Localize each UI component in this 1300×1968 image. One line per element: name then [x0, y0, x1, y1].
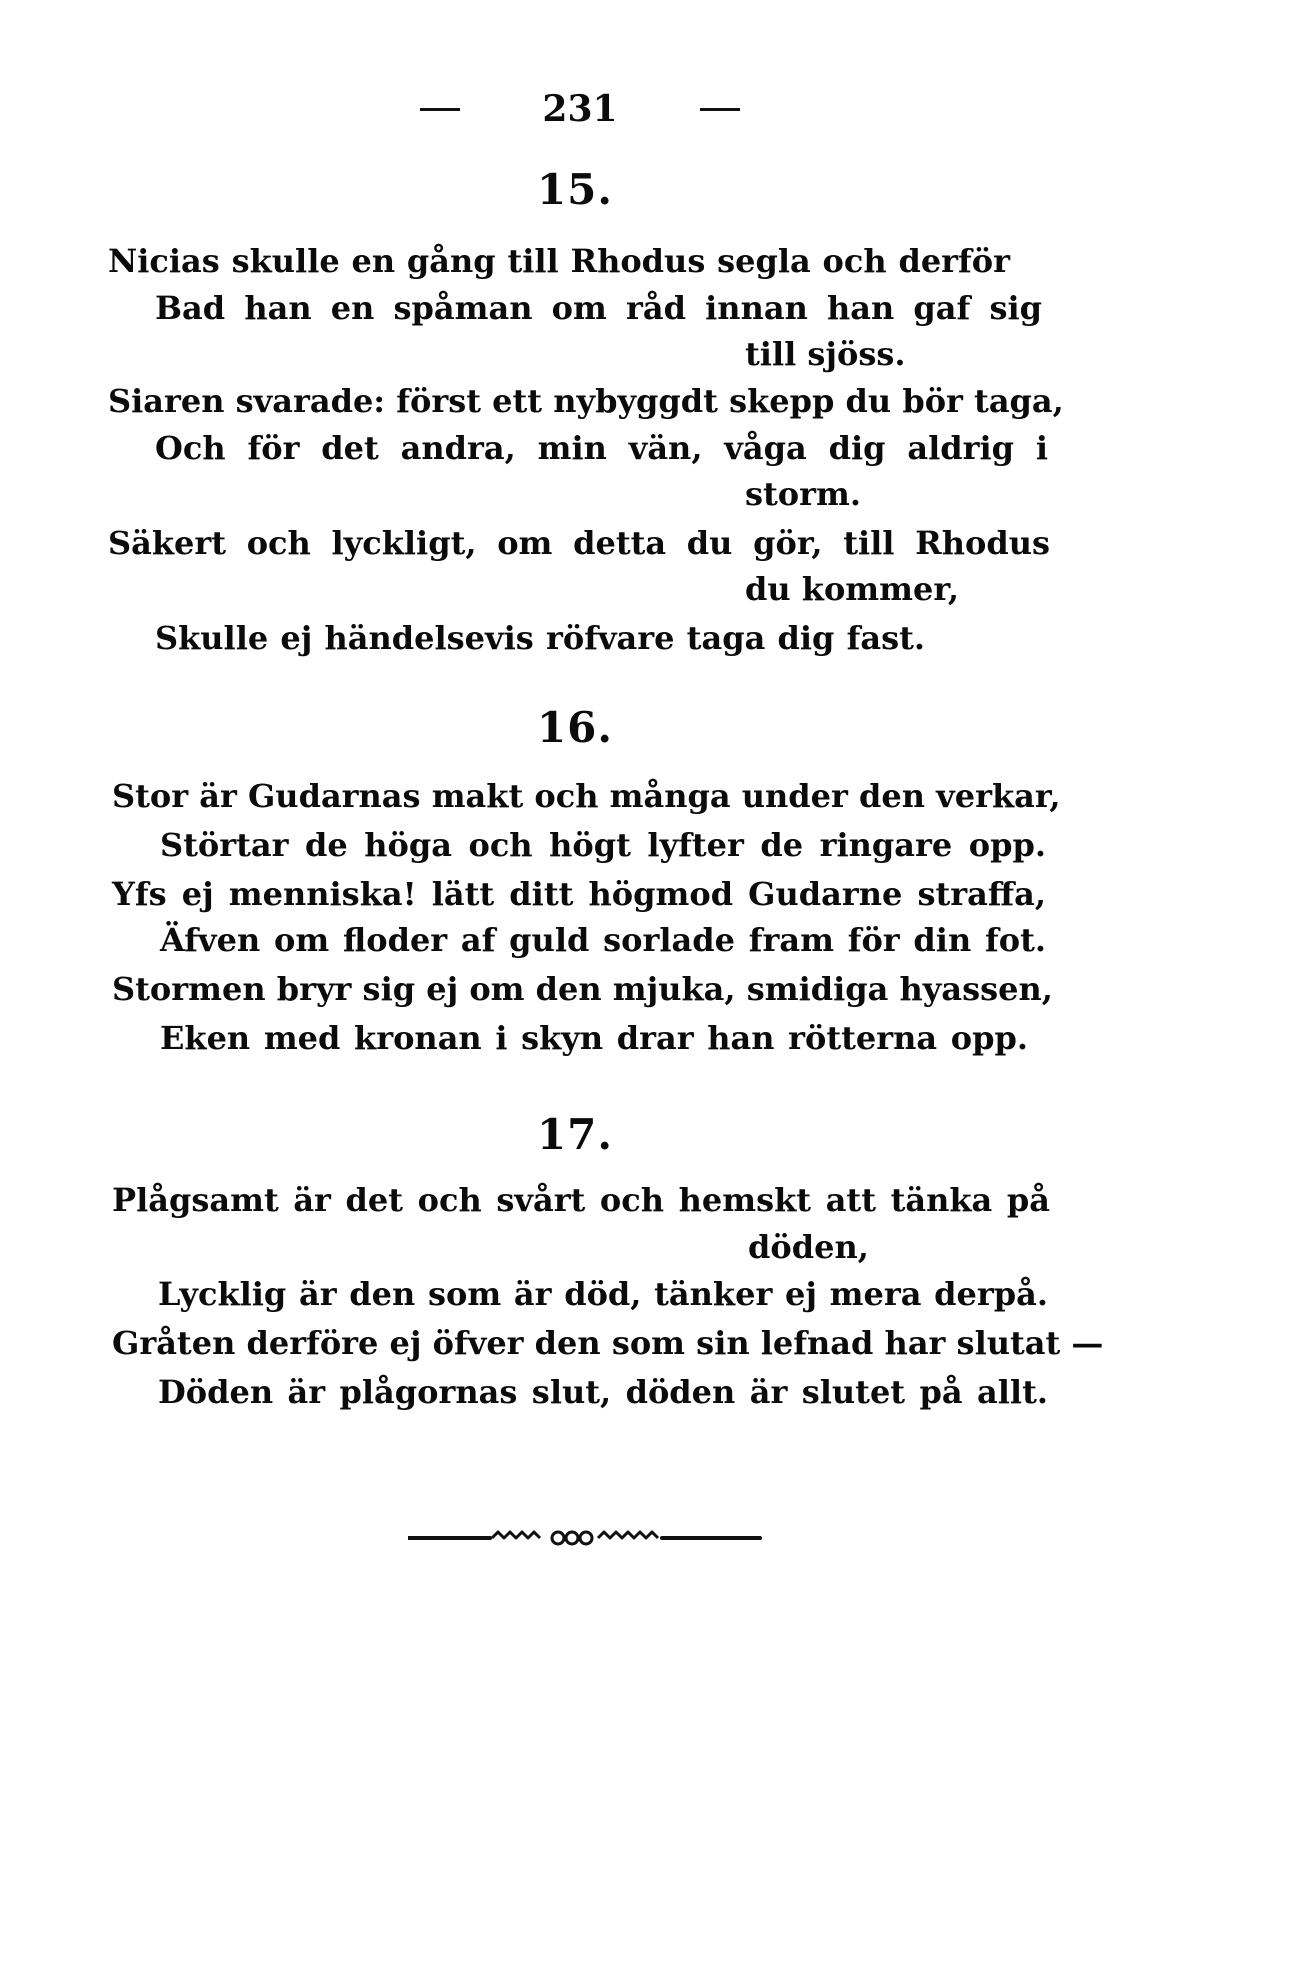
header-right-dash: [700, 108, 740, 111]
poem-line: till sjöss.: [745, 335, 906, 373]
poem-line: du kommer,: [745, 570, 960, 608]
header-left-dash: [420, 108, 460, 111]
section-number-15: 15.: [536, 165, 614, 214]
poem-line: Nicias skulle en gång till Rhodus segla och derför: [108, 242, 1010, 280]
poem-line: Äfven om floder af guld sorlade fram för din fot.: [160, 921, 1046, 959]
section-number-16: 16.: [536, 703, 614, 752]
poem-line: Säkert och lyckligt, om detta du gör, till Rhodus: [108, 524, 1050, 562]
poem-line: storm.: [745, 475, 861, 513]
poem-line: Plågsamt är det och svårt och hemskt att tänka på: [112, 1181, 1050, 1219]
poem-line: Siaren svarade: först ett nybyggdt skepp du bör taga,: [108, 382, 1064, 420]
poem-line: Gråten derföre ej öfver den som sin lefnad har slutat —: [112, 1324, 1104, 1362]
poem-line: döden,: [748, 1228, 869, 1266]
poem-line: Och för det andra, min vän, våga dig aldrig i: [155, 429, 1048, 467]
poem-line: Störtar de höga och högt lyfter de ringare opp.: [160, 826, 1046, 864]
page-header: [420, 88, 740, 130]
poem-line: Döden är plågornas slut, döden är slutet på allt.: [158, 1373, 1048, 1411]
poem-line: Skulle ej händelsevis röfvare taga dig fast.: [155, 619, 925, 657]
poem-line: Eken med kronan i skyn drar han rötterna opp.: [160, 1019, 1028, 1057]
poem-line: Stormen bryr sig ej om den mjuka, smidiga hyassen,: [112, 970, 1053, 1008]
section-number-17: 17.: [536, 1110, 614, 1159]
poem-line: Bad han en spåman om råd innan han gaf sig: [155, 289, 1042, 327]
poem-line: Yfs ej menniska! lätt ditt högmod Gudarne straffa,: [112, 875, 1046, 913]
poem-line: Stor är Gudarnas makt och många under den verkar,: [112, 777, 1061, 815]
poem-line: Lycklig är den som är död, tänker ej mera derpå.: [158, 1275, 1048, 1313]
page-number: 231: [542, 88, 618, 130]
end-ornament-icon: [408, 1528, 764, 1548]
